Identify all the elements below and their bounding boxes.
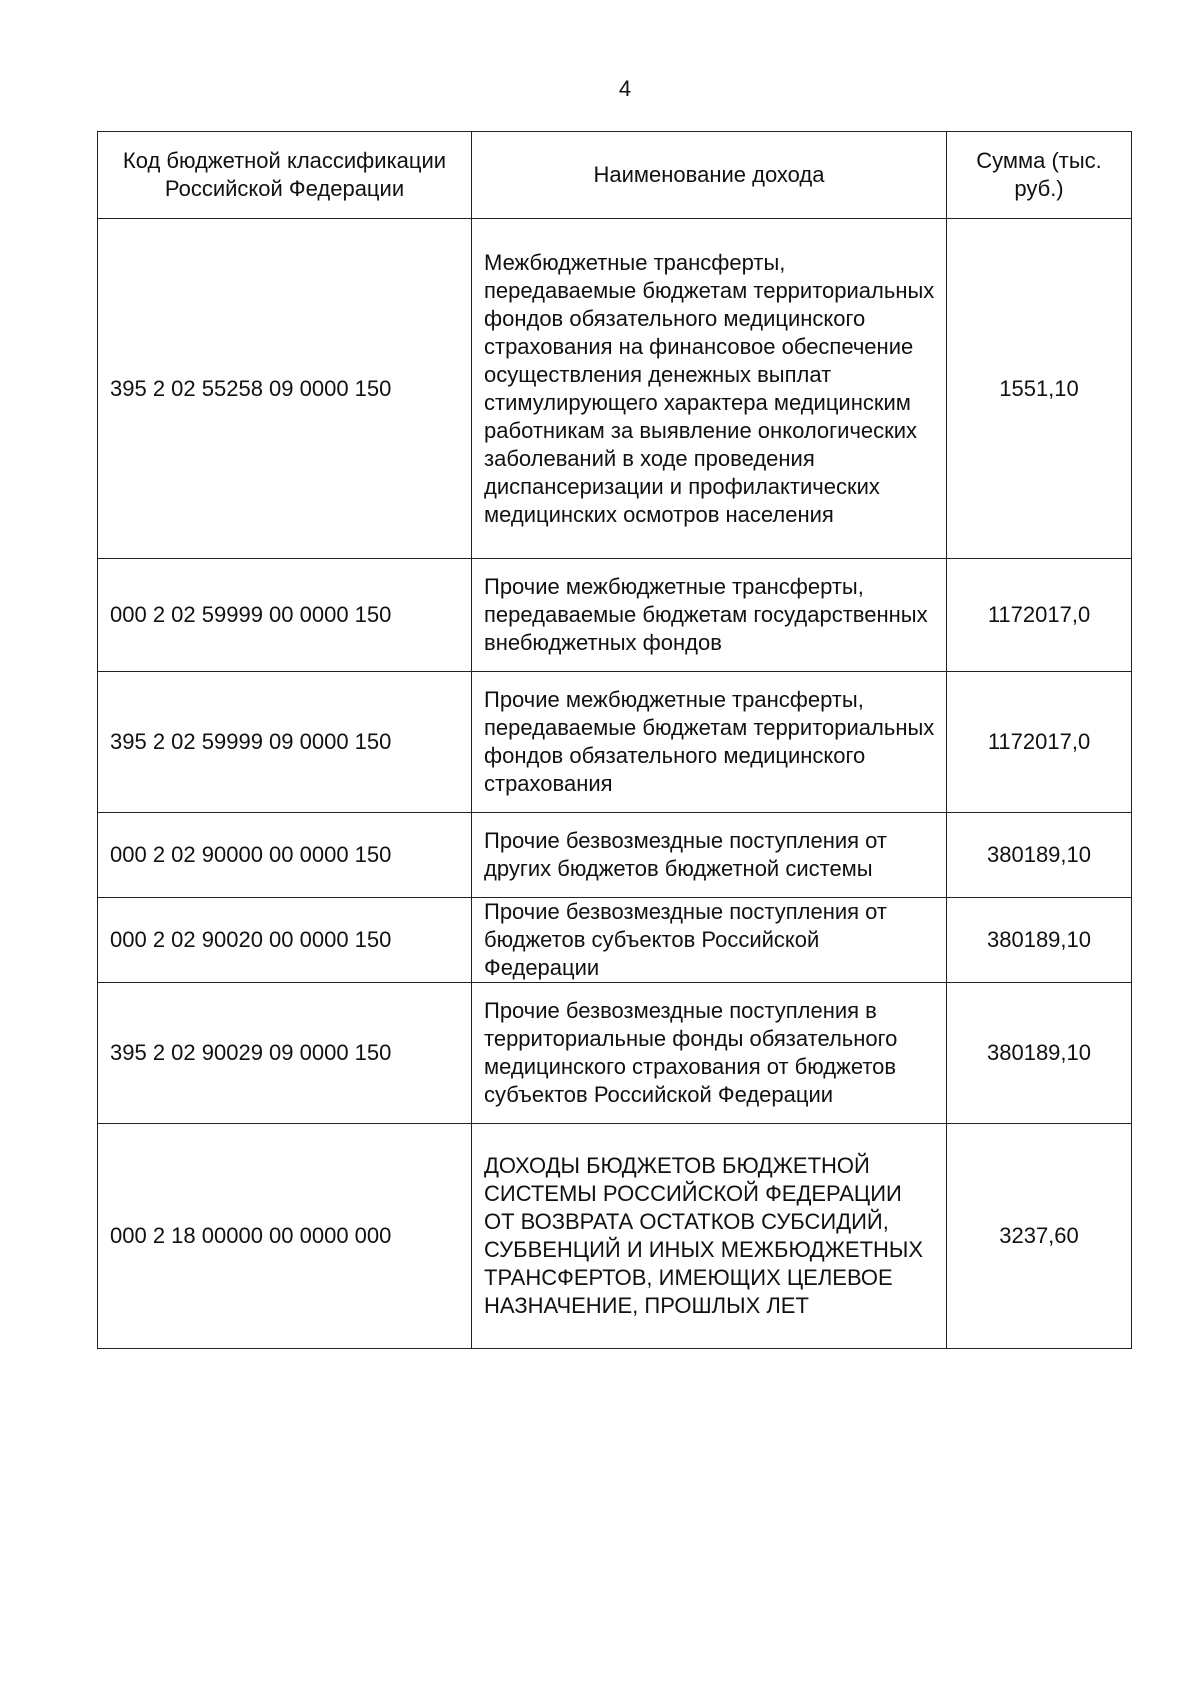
table-row (98, 1124, 1132, 1349)
cell-sum: 380189,10 (947, 983, 1132, 1124)
table-row (98, 813, 1132, 898)
header-code: Код бюджетной классификации Российской Федерации (98, 132, 472, 219)
cell-code: 000 2 02 90000 00 0000 150 (98, 813, 472, 898)
table-row (98, 983, 1132, 1124)
cell-sum: 1172017,0 (947, 672, 1132, 813)
cell-code: 000 2 02 90020 00 0000 150 (98, 898, 472, 983)
cell-sum: 380189,10 (947, 813, 1132, 898)
table-row (98, 219, 1132, 559)
cell-name: Межбюджетные трансферты, передаваемые бюджетам территориальных фондов обязательного медицинского страхования на финансовое обеспечение осуществления денежных выплат стимулирующего характера медицинским работникам за выявление онкологических заболеваний в ходе проведения диспансеризации и профилактических медицинских осмотров населения (472, 219, 947, 559)
cell-name: Прочие межбюджетные трансферты, передаваемые бюджетам территориальных фондов обязательного медицинского страхования (472, 672, 947, 813)
table-row (98, 672, 1132, 813)
cell-sum: 1172017,0 (947, 559, 1132, 672)
header-name: Наименование дохода (472, 132, 947, 219)
cell-name: Прочие безвозмездные поступления от бюджетов субъектов Российской Федерации (472, 898, 947, 983)
cell-code: 000 2 02 59999 00 0000 150 (98, 559, 472, 672)
header-sum: Сумма (тыс. руб.) (947, 132, 1132, 219)
cell-code: 395 2 02 59999 09 0000 150 (98, 672, 472, 813)
table-header-row (98, 132, 1132, 219)
cell-sum: 1551,10 (947, 219, 1132, 559)
cell-name: Прочие межбюджетные трансферты, передаваемые бюджетам государственных внебюджетных фондов (472, 559, 947, 672)
page-number: 4 (618, 76, 632, 101)
cell-sum: 380189,10 (947, 898, 1132, 983)
cell-code: 395 2 02 55258 09 0000 150 (98, 219, 472, 559)
cell-name: ДОХОДЫ БЮДЖЕТОВ БЮДЖЕТНОЙ СИСТЕМЫ РОССИЙСКОЙ ФЕДЕРАЦИИ ОТ ВОЗВРАТА ОСТАТКОВ СУБСИДИЙ, СУБВЕНЦИЙ И ИНЫХ МЕЖБЮДЖЕТНЫХ ТРАНСФЕРТОВ, ИМЕЮЩИХ ЦЕЛЕВОЕ НАЗНАЧЕНИЕ, ПРОШЛЫХ ЛЕТ (472, 1124, 947, 1349)
cell-name: Прочие безвозмездные поступления в территориальные фонды обязательного медицинского страхования от бюджетов субъектов Российской Федерации (472, 983, 947, 1124)
cell-name: Прочие безвозмездные поступления от других бюджетов бюджетной системы (472, 813, 947, 898)
table-row (98, 898, 1132, 983)
table-row (98, 559, 1132, 672)
cell-code: 000 2 18 00000 00 0000 000 (98, 1124, 472, 1349)
cell-code: 395 2 02 90029 09 0000 150 (98, 983, 472, 1124)
revenue-table (97, 131, 1132, 1349)
cell-sum: 3237,60 (947, 1124, 1132, 1349)
